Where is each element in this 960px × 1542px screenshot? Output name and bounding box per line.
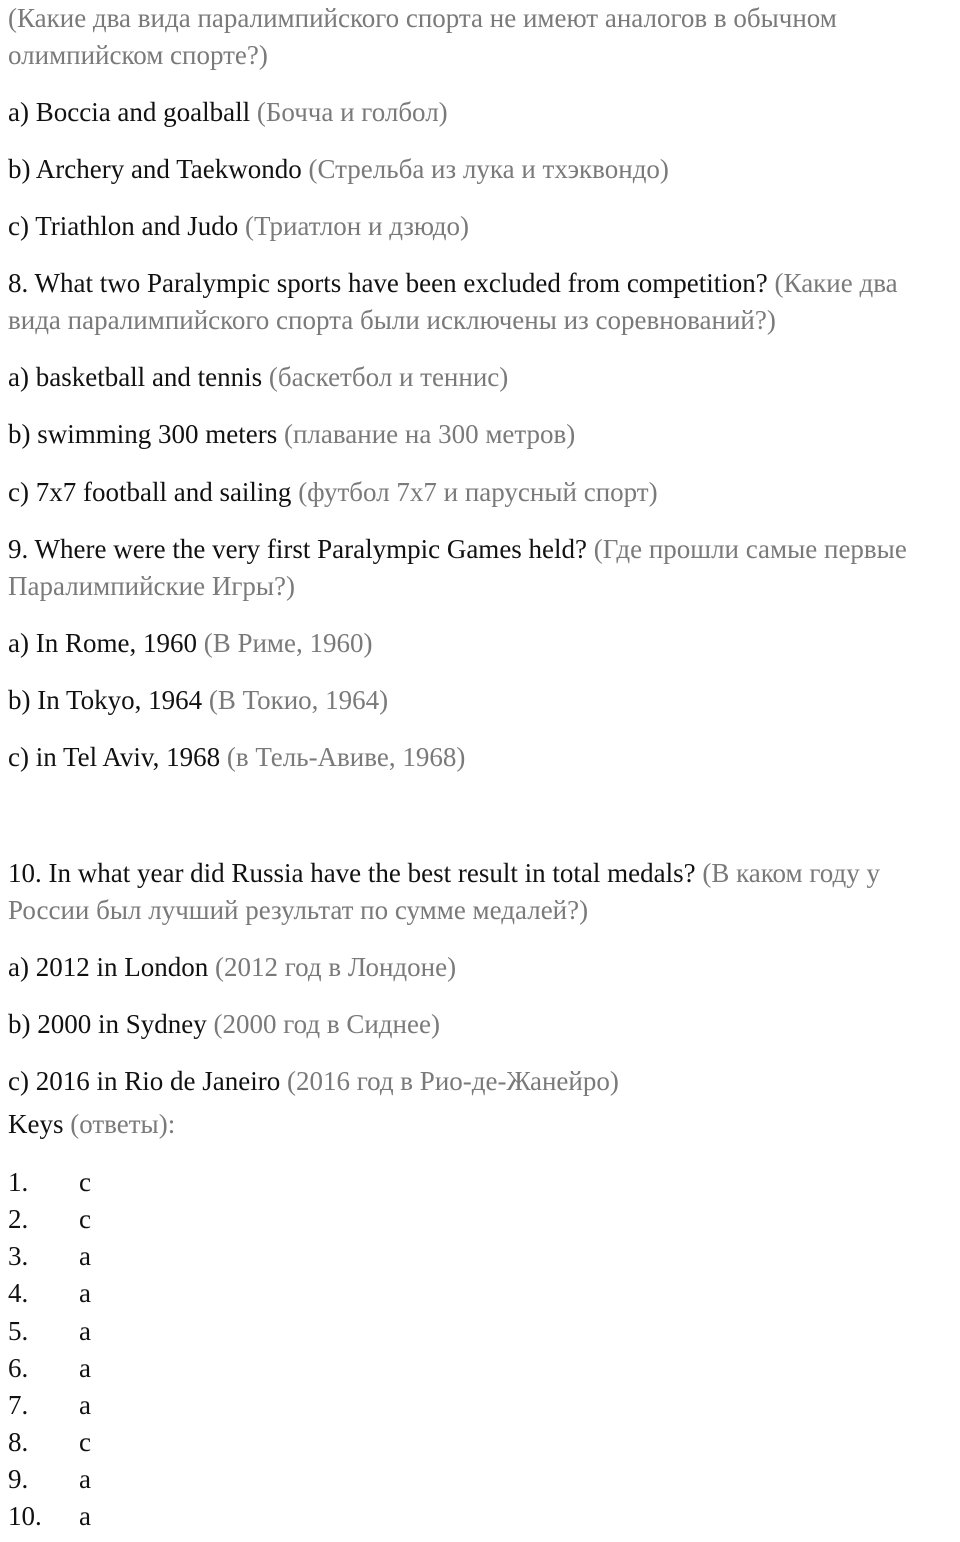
text-line bbox=[8, 1006, 440, 1043]
russian-translation: (В каком году у bbox=[702, 858, 880, 888]
russian-translation: (2000 год в Сиднее) bbox=[213, 1009, 440, 1039]
key-answer: c bbox=[79, 1427, 91, 1457]
text-line bbox=[8, 1106, 175, 1143]
key-number: 1. bbox=[8, 1167, 29, 1197]
russian-translation: (Бочча и голбол) bbox=[256, 97, 448, 127]
text-line bbox=[8, 0, 837, 37]
key-number: 4. bbox=[8, 1278, 29, 1308]
russian-translation: (плавание на 300 метров) bbox=[283, 419, 576, 449]
russian-translation: (Где прошли самые первые bbox=[593, 534, 907, 564]
english-text: a) basketball and tennis bbox=[8, 362, 269, 392]
russian-translation: (в Тель-Авиве, 1968) bbox=[226, 742, 466, 772]
english-text: 10. In what year did Russia have the best result in total medals? bbox=[8, 858, 703, 888]
text-line bbox=[8, 568, 295, 605]
english-text: c) Triathlon and Judo bbox=[8, 211, 246, 241]
english-text: Keys bbox=[8, 1109, 71, 1139]
key-answer: a bbox=[79, 1390, 91, 1420]
text-line bbox=[8, 416, 575, 453]
key-answer: a bbox=[79, 1316, 91, 1346]
english-text: a) Boccia and goalball bbox=[8, 97, 257, 127]
key-answer: a bbox=[79, 1501, 91, 1531]
text-line bbox=[8, 474, 658, 511]
english-text: b) 2000 in Sydney bbox=[8, 1009, 214, 1039]
text-line bbox=[8, 1063, 619, 1100]
english-text: b) swimming 300 meters bbox=[8, 419, 284, 449]
russian-translation: вида паралимпийского спорта были исключены из соревнований?) bbox=[8, 305, 776, 335]
text-line bbox=[8, 682, 388, 719]
english-text: a) 2012 in London bbox=[8, 952, 215, 982]
key-number: 2. bbox=[8, 1204, 29, 1234]
key-answer: a bbox=[79, 1353, 91, 1383]
russian-translation: (2012 год в Лондоне) bbox=[214, 952, 457, 982]
russian-translation: (2016 год в Рио-де-Жанейро) bbox=[286, 1066, 619, 1096]
text-line bbox=[8, 892, 588, 929]
key-number: 10. bbox=[8, 1501, 42, 1531]
text-line bbox=[8, 302, 776, 339]
key-number: 9. bbox=[8, 1464, 29, 1494]
key-number: 3. bbox=[8, 1241, 29, 1271]
text-line bbox=[8, 208, 469, 245]
russian-translation: (Какие два bbox=[774, 268, 898, 298]
key-answer: a bbox=[79, 1278, 91, 1308]
text-line bbox=[8, 625, 373, 662]
text-line bbox=[8, 359, 508, 396]
text-line bbox=[8, 531, 907, 568]
english-text: 8. What two Paralympic sports have been excluded from competition? bbox=[8, 268, 775, 298]
english-text: c) 2016 in Rio de Janeiro bbox=[8, 1066, 287, 1096]
key-answer: a bbox=[79, 1464, 91, 1494]
russian-translation: (баскетбол и теннис) bbox=[268, 362, 509, 392]
text-line bbox=[8, 949, 456, 986]
russian-translation: (В Риме, 1960) bbox=[203, 628, 373, 658]
key-answer: c bbox=[79, 1204, 91, 1234]
russian-translation: России был лучший результат по сумме медалей?) bbox=[8, 895, 589, 925]
key-number: 7. bbox=[8, 1390, 29, 1420]
russian-translation: (Триатлон и дзюдо) bbox=[245, 211, 469, 241]
russian-translation: (ответы): bbox=[70, 1109, 176, 1139]
key-number: 6. bbox=[8, 1353, 29, 1383]
russian-translation: (В Токио, 1964) bbox=[208, 685, 389, 715]
text-line bbox=[8, 151, 669, 188]
key-answer: a bbox=[79, 1241, 91, 1271]
russian-translation: (Стрельба из лука и тхэквондо) bbox=[308, 154, 669, 184]
russian-translation: (футбол 7х7 и парусный спорт) bbox=[298, 477, 658, 507]
english-text: b) In Tokyo, 1964 bbox=[8, 685, 209, 715]
text-line bbox=[8, 739, 465, 776]
russian-translation: (Какие два вида паралимпийского спорта не имеют аналогов в обычном bbox=[8, 3, 837, 33]
russian-translation: олимпийском спорте?) bbox=[8, 40, 268, 70]
russian-translation: Паралимпийские Игры?) bbox=[8, 571, 296, 601]
key-number: 8. bbox=[8, 1427, 29, 1457]
text-line bbox=[8, 37, 268, 74]
english-text: 9. Where were the very first Paralympic Games held? bbox=[8, 534, 594, 564]
english-text: c) in Tel Aviv, 1968 bbox=[8, 742, 227, 772]
key-answer: c bbox=[79, 1167, 91, 1197]
key-number: 5. bbox=[8, 1316, 29, 1346]
text-line bbox=[8, 855, 880, 892]
english-text: a) In Rome, 1960 bbox=[8, 628, 204, 658]
text-line bbox=[8, 265, 898, 302]
english-text: b) Archery and Taekwondo bbox=[8, 154, 309, 184]
english-text: c) 7x7 football and sailing bbox=[8, 477, 299, 507]
text-line bbox=[8, 94, 448, 131]
